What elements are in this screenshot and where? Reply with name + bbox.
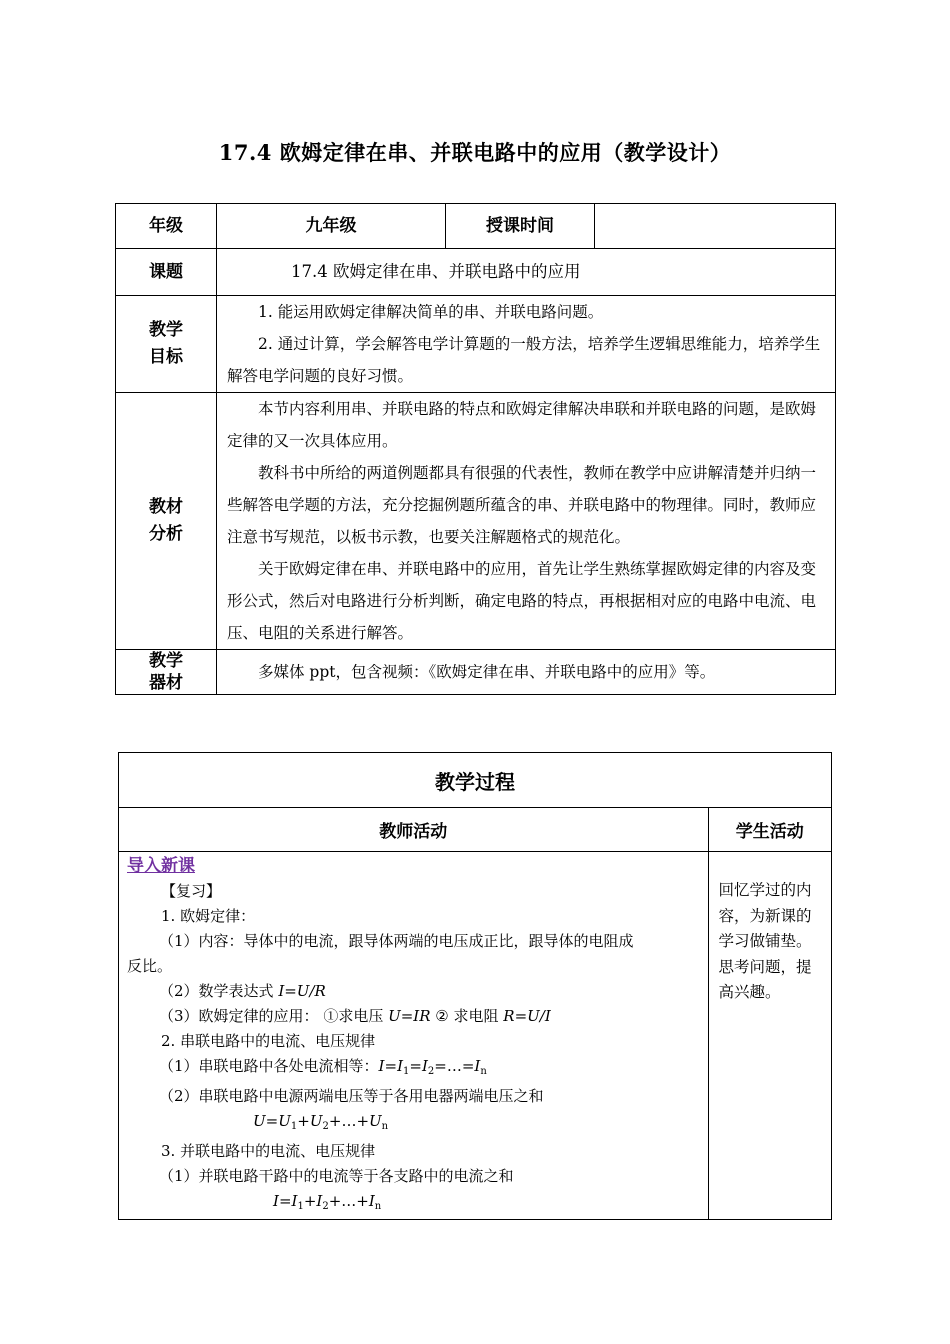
review-heading: 【复习】: [161, 882, 222, 900]
goal-content: [217, 296, 836, 393]
text-line: （2）数学表达式 I=U/R: [159, 982, 326, 1000]
topic-value-cell: [217, 249, 836, 296]
material-label: 教学 器材: [116, 650, 217, 695]
formula: I=U/R: [278, 982, 326, 1000]
goal-item: 1. 能运用欧姆定律解决简单的串、并联电路问题。: [258, 303, 604, 321]
text-line: 1. 欧姆定律：: [161, 907, 256, 925]
analysis-label: 教材 分析: [116, 393, 217, 650]
formula: $I=I_1=I_2=\dots=I_n$: [378, 1057, 487, 1077]
lesson-info-table: [115, 203, 836, 695]
grade-label: 年级: [116, 204, 217, 249]
time-label: 授课时间: [446, 204, 595, 249]
teacher-activity-content: [119, 852, 709, 1220]
topic-value: 17.4 欧姆定律在串、并联电路中的应用: [291, 262, 581, 281]
teacher-activity-header: 教师活动: [119, 808, 709, 852]
text-line: 2. 串联电路中的电流、电压规律: [161, 1032, 376, 1050]
teaching-process-table: [118, 752, 832, 1220]
formula: R=U/I: [503, 1007, 551, 1025]
analysis-paragraph: 本节内容利用串、并联电路的特点和欧姆定律解决串联和并联电路的问题，是欧姆定律的又一次具体应用。: [227, 400, 817, 450]
text-line: （3）欧姆定律的应用： ①求电压 U=IR ② 求电阻 R=U/I: [159, 1007, 551, 1025]
material-text: 多媒体 ppt，包含视频：《欧姆定律在串、并联电路中的应用》等。: [258, 663, 716, 681]
grade-value: 九年级: [217, 204, 446, 249]
analysis-content: [217, 393, 836, 650]
topic-label: 课题: [116, 249, 217, 296]
document-title: 17.4 欧姆定律在串、并联电路中的应用（教学设计）: [218, 140, 732, 165]
text-line: （2）串联电路中电源两端电压等于各用电器两端电压之和: [159, 1087, 544, 1105]
goal-item: 2. 通过计算，学会解答电学计算题的一般方法，培养学生逻辑思维能力，培养学生解答电学问题的良好习惯。: [227, 335, 821, 385]
goal-label: 教学 目标: [116, 296, 217, 393]
formula: U=IR: [388, 1007, 431, 1025]
formula: $I=I_1+I_2+\dots+I_n$: [273, 1192, 382, 1212]
text-line: 反比。: [127, 957, 173, 975]
student-activity-content: 回忆学过的内 容，为新课的 学习做铺垫。 思考问题，提 高兴趣。: [708, 852, 831, 1220]
intro-section-link[interactable]: 导入新课: [127, 856, 195, 876]
text-line: （1）串联电路中各处电流相等：$I=I_1=I_2=\dots=I_n$: [159, 1057, 487, 1077]
analysis-paragraph: 关于欧姆定律在串、并联电路中的应用，首先让学生熟练掌握欧姆定律的内容及变形公式，然后对电路进行分析判断，确定电路的特点，再根据相对应的电路中电流、电压、电阻的关系进行解答。: [227, 560, 817, 642]
material-content: [217, 650, 836, 695]
text-line: 3. 并联电路中的电流、电压规律: [161, 1142, 376, 1160]
student-activity-header: 学生活动: [708, 808, 831, 852]
time-value: [595, 204, 836, 249]
text-line: （1）内容：导体中的电流，跟导体两端的电压成正比，跟导体的电阻成: [159, 932, 634, 950]
formula: $U=U_1+U_2+\dots+U_n$: [253, 1112, 389, 1132]
analysis-paragraph: 教科书中所给的两道例题都具有很强的代表性，教师在教学中应讲解清楚并归纳一些解答电学题的方法，充分挖掘例题所蕴含的串、并联电路中的物理律。同时，教师应注意书写规范，以板书示教，也要关注解题格式的规范化。: [227, 464, 817, 546]
process-title: 教学过程: [119, 753, 832, 808]
text-line: （1）并联电路干路中的电流等于各支路中的电流之和: [159, 1167, 514, 1185]
